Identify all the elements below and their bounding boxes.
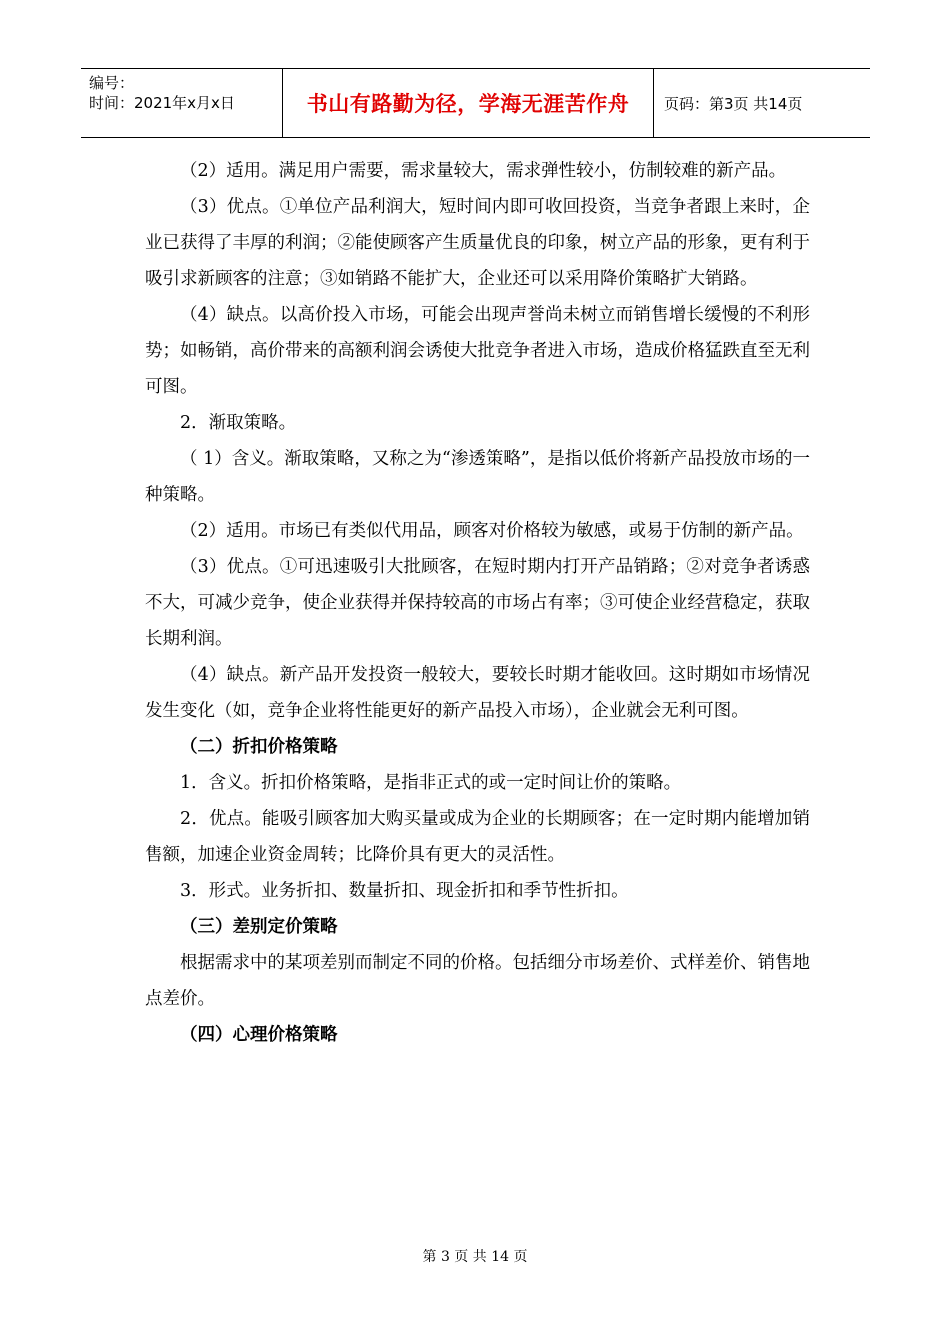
section-heading: （三）差别定价策略 [180,917,338,937]
paragraph: 1．含义。折扣价格策略，是指非正式的或一定时间让价的策略。 [180,773,682,793]
header-meta [81,69,283,137]
paragraph: （2）适用。市场已有类似代用品，顾客对价格较为敏感，或易于仿制的新产品。 [180,521,804,541]
number-label: 编号： [89,74,135,92]
paragraph: （ 1）含义。渐取策略，又称之为“渗透策略”，是指以低价将新产品投放市场的一种策略。 [145,449,810,505]
paragraph: 3．形式。业务折扣、数量折扣、现金折扣和季节性折扣。 [180,881,629,901]
paragraph: （4）缺点。新产品开发投资一般较大，要较长时期才能收回。这时期如市场情况发生变化（如，竞争企业将性能更好的新产品投入市场），企业就会无利可图。 [145,665,810,721]
paragraph: （3）优点。①单位产品利润大，短时间内即可收回投资，当竞争者跟上来时，企业已获得了丰厚的利润；②能使顾客产生质量优良的印象，树立产品的形象，更有利于吸引求新顾客的注意；③如销路不能扩大，企业还可以采用降价策略扩大销路。 [145,197,810,289]
header-motto: 书山有路勤为径，学海无涯苦作舟 [283,69,654,137]
page-footer: 第 3 页 共 14 页 [422,1249,528,1265]
paragraph: 2．优点。能吸引顾客加大购买量或成为企业的长期顾客；在一定时期内能增加销售额，加速企业资金周转；比降价具有更大的灵活性。 [145,809,810,865]
paragraph: 根据需求中的某项差别而制定不同的价格。包括细分市场差价、式样差价、销售地点差价。 [145,953,810,1009]
header-page-info: 页码：第3页 共14页 [664,94,803,113]
document-body [145,153,810,1053]
section-heading: （四）心理价格策略 [180,1025,338,1045]
section-heading: （二）折扣价格策略 [180,737,338,757]
page-header [81,68,870,138]
paragraph: 2．渐取策略。 [180,413,297,433]
paragraph: （4）缺点。以高价投入市场，可能会出现声誉尚未树立而销售增长缓慢的不利形势；如畅销，高价带来的高额利润会诱使大批竞争者进入市场，造成价格猛跌直至无利可图。 [145,305,810,397]
date-label: 时间：2021年x月x日 [89,94,235,112]
paragraph: （3）优点。①可迅速吸引大批顾客，在短时期内打开产品销路；②对竞争者诱惑不大，可减少竞争，使企业获得并保持较高的市场占有率；③可使企业经营稳定，获取长期利润。 [145,557,810,649]
paragraph: （2）适用。满足用户需要，需求量较大，需求弹性较小，仿制较难的新产品。 [180,161,787,181]
